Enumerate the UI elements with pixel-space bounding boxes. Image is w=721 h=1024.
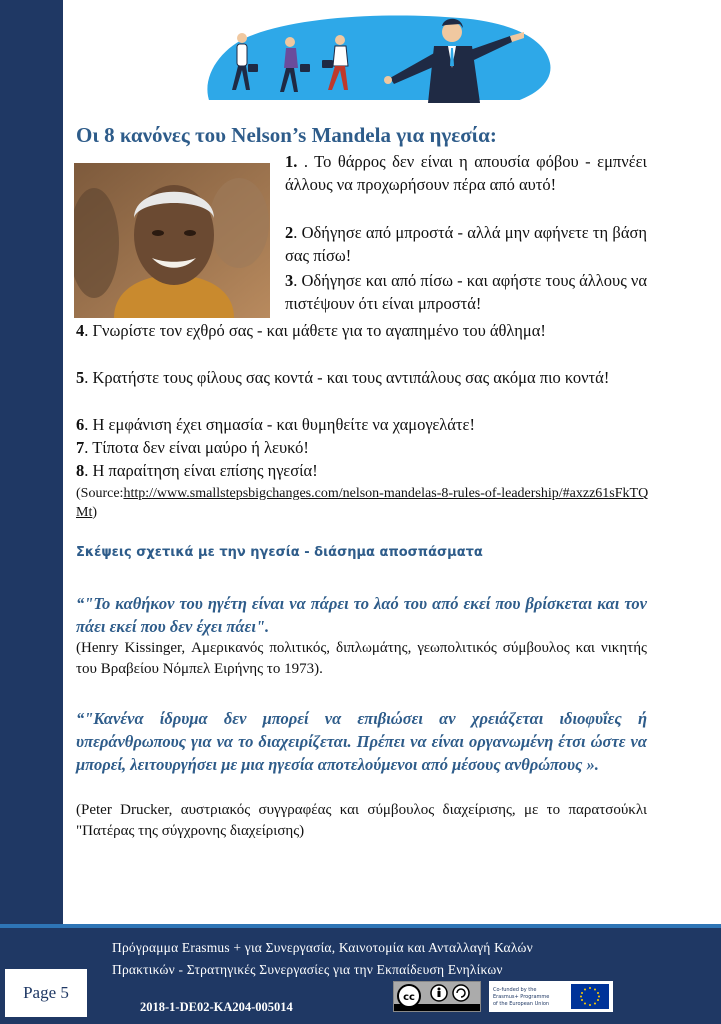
svg-text:Co-funded by the: Co-funded by the xyxy=(493,987,537,993)
source-citation xyxy=(76,484,656,522)
rule-text: . Οδήγησε και από πίσω - και αφήστε τους άλλους να πιστέψουν ότι είναι μπροστά! xyxy=(285,271,647,313)
quote-kissinger-attribution: (Henry Kissinger, Αμερικανός πολιτικός, διπλωμάτης, γεωπολιτικός σύμβουλος και νικητής του Βραβείου Νόμπελ Ειρήνης το 1973). xyxy=(76,640,647,677)
footer-program-line-2: Πρακτικών - Στρατηγικές Συνεργασίες για την Εκπαίδευση Ενηλίκων xyxy=(112,962,503,977)
rule-text: . Κρατήστε τους φίλους σας κοντά - και τους αντιπάλους σας ακόμα πιο κοντά! xyxy=(84,368,610,387)
rule-number: 3 xyxy=(285,271,294,290)
rule-number: 1. xyxy=(285,152,298,171)
rule-item-3 xyxy=(285,270,647,316)
rule-text: . Τίποτα δεν είναι μαύρο ή λευκό! xyxy=(84,438,309,457)
rule-item-7 xyxy=(76,437,647,460)
quote-drucker-attribution: (Peter Drucker, αυστριακός συγγραφέας και σύμβουλος διαχείρισης, με το παρατσούκλι "Πατέρας της σύγχρονης διαχείρισης) xyxy=(76,802,647,839)
source-suffix: ) xyxy=(92,505,98,520)
rule-item-8 xyxy=(76,460,647,483)
eu-flag-icon xyxy=(489,981,613,1012)
page-heading: Οι 8 κανόνες του Nelson’s Mandela για ηγεσία: xyxy=(76,123,497,147)
rule-number: 5 xyxy=(76,368,85,387)
rule-text: . Η παραίτηση είναι επίσης ηγεσία! xyxy=(84,461,318,480)
rule-item-2 xyxy=(285,222,647,268)
svg-text:cc: cc xyxy=(403,992,415,1003)
rule-number: 6 xyxy=(76,415,85,434)
rule-item-1 xyxy=(285,151,647,197)
quotes-subheading: Σκέψεις σχετικά με την ηγεσία - διάσημα αποσπάσματα xyxy=(76,545,483,560)
svg-text:Erasmus+ Programme: Erasmus+ Programme xyxy=(493,994,550,1000)
rule-number: 4 xyxy=(76,321,85,340)
svg-text:of the European Union: of the European Union xyxy=(493,1001,550,1007)
page-number: Page 5 xyxy=(23,983,69,1002)
source-prefix: (Source: xyxy=(76,486,124,501)
rule-text: . Γνωρίστε τον εχθρό σας - και μάθετε για το αγαπημένο του άθλημα! xyxy=(84,321,546,340)
eu-cofunded-badge xyxy=(489,981,613,1012)
quote-kissinger: “"Το καθήκον του ηγέτη είναι να πάρει το λαό του από εκεί που βρίσκεται και τον πάει εκεί που δεν έχει πάει". xyxy=(76,594,647,636)
rule-number: 8 xyxy=(76,461,85,480)
rule-number: 2 xyxy=(285,223,294,242)
page-number-box xyxy=(3,967,89,1019)
rule-item-4 xyxy=(76,320,647,343)
rule-text: . Η εμφάνιση έχει σημασία - και θυμηθείτε να χαμογελάτε! xyxy=(84,415,475,434)
left-sidebar-bar xyxy=(0,0,63,1024)
source-link[interactable]: http://www.smallstepsbigchanges.com/nelson-mandelas-8-rules-of-leadership/#axzz61sFkTQMt xyxy=(76,486,649,520)
rule-item-5 xyxy=(76,367,647,390)
rule-text: . Το θάρρος δεν είναι η απουσία φόβου - εμπνέει άλλους να προχωρήσουν πέρα από αυτό! xyxy=(285,152,647,194)
rule-item-6 xyxy=(76,414,647,437)
nelson-mandela-portrait xyxy=(74,163,270,318)
footer-program-line-1: Πρόγραμμα Erasmus + για Συνεργασία, Καινοτομία και Ανταλλαγή Καλών xyxy=(112,940,533,955)
rule-number: 7 xyxy=(76,438,85,457)
project-code: 2018-1-DE02-KA204-005014 xyxy=(140,1000,293,1014)
rule-text: . Οδήγησε από μπροστά - αλλά μην αφήνετε τη βάση σας πίσω! xyxy=(285,223,647,265)
cc-by-sa-license-badge xyxy=(393,981,481,1012)
quote-drucker: “"Κανένα ίδρυμα δεν μπορεί να επιβιώσει αν χρειάζεται ιδιοφυΐες ή υπεράνθρωπους για να το διαχειρίζεται. Πρέπει να είναι οργανωμένη έτσι ώστε να μπορεί, λειτουργήσει με μια ηγεσία αποτελούμενοι από μέσους ανθρώπους ». xyxy=(76,709,647,774)
creative-commons-icon xyxy=(394,982,480,1011)
business-people-illustration xyxy=(190,8,555,113)
